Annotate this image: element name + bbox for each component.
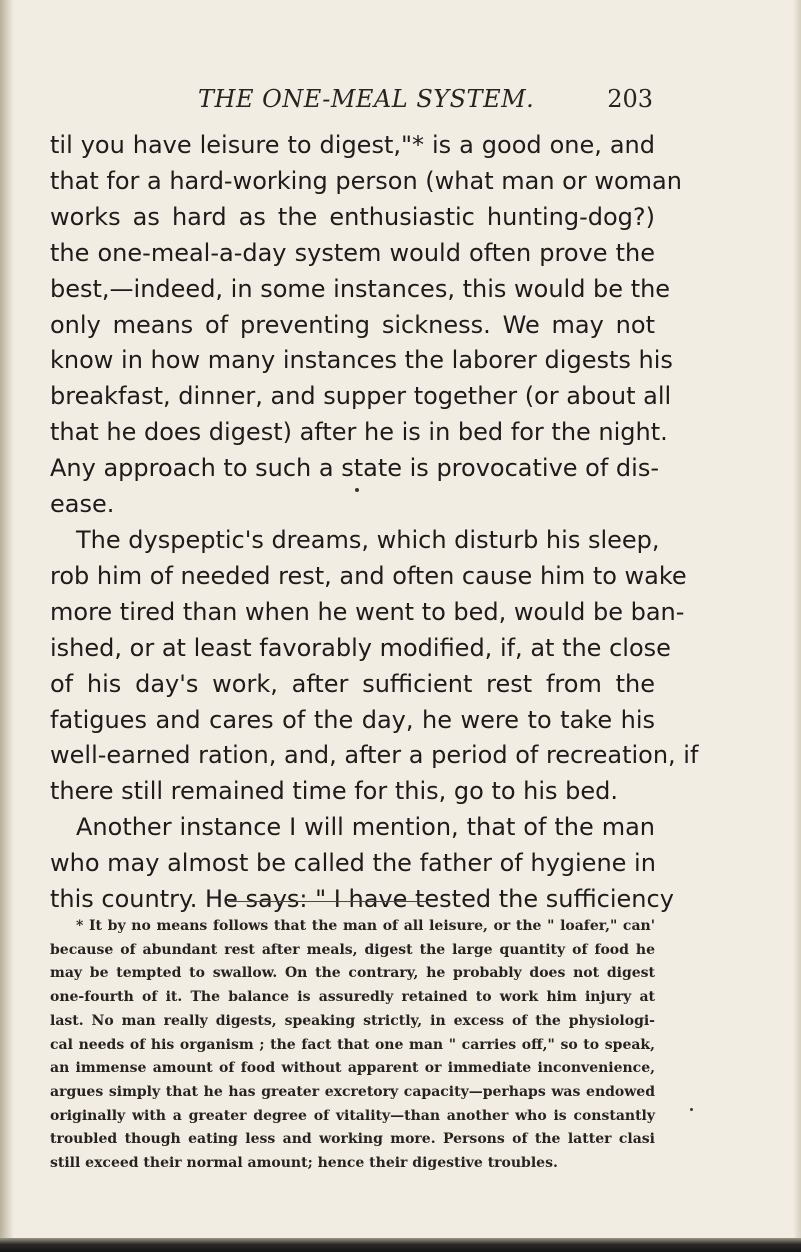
footnote-line: still exceed their normal amount; hence their digestive troubles.: [50, 1155, 558, 1172]
body-line: til you have leisure to digest,"* is a good one, and: [50, 131, 655, 159]
body-line: the one-meal-a-day system would often prove the: [50, 238, 655, 267]
body-line: ished, or at least favorably modified, if, at the close: [50, 633, 671, 662]
body-line: fatigues and cares of the day, he were to take his: [50, 705, 655, 734]
page-bottom-edge: [0, 1238, 801, 1252]
body-line: that he does digest) after he is in bed for the night.: [50, 418, 668, 447]
body-line: best,—indeed, in some instances, this would be the: [50, 274, 671, 303]
body-line: know in how many instances the laborer digests his: [50, 346, 673, 375]
body-line: only means of preventing sickness. We may not: [50, 310, 655, 339]
body-text: [50, 128, 699, 918]
running-title: THE ONE-MEAL SYSTEM.: [198, 85, 535, 113]
body-line: rob him of needed rest, and often cause him to wake: [50, 561, 687, 590]
body-line: there still remained time for this, go to his bed.: [50, 777, 619, 806]
body-line: breakfast, dinner, and supper together (or about all: [50, 382, 672, 411]
spine-shadow: [0, 0, 14, 1252]
running-header: [198, 79, 653, 119]
ink-speck: [355, 488, 359, 492]
body-line: that for a hard-working person (what man or woman: [50, 166, 682, 195]
body-line: well-earned ration, and, after a period of recreation, if: [50, 741, 699, 770]
body-line: this country. He says: " I have tested the sufficiency: [50, 885, 674, 914]
body-line: ease.: [50, 490, 115, 519]
body-line: of his day's work, after sufficient rest from the: [50, 669, 655, 698]
footnote-line: an immense amount of food without apparent or immediate inconvenience,: [50, 1060, 655, 1077]
footnote-separator: [228, 901, 428, 902]
page-number: 203: [607, 85, 653, 113]
footnote-line: may be tempted to swallow. On the contrary, he probably does not digest: [50, 965, 655, 982]
footnote-line: because of abundant rest after meals, digest the large quantity of food he: [50, 941, 655, 958]
page-edge: [793, 0, 801, 1252]
footnote-line: cal needs of his organism ; the fact that one man " carries off," so to speak,: [50, 1036, 655, 1053]
footnote-line: one-fourth of it. The balance is assuredly retained to work him injury at: [50, 989, 655, 1006]
body-line: Any approach to such a state is provocative of dis-: [50, 454, 659, 483]
body-line: who may almost be called the father of hygiene in: [50, 849, 656, 878]
ink-speck: [690, 1108, 693, 1111]
footnote-line: last. No man really digests, speaking strictly, in excess of the physiologi-: [50, 1012, 655, 1029]
footnote-line: * It by no means follows that the man of all leisure, or the " loafer," can': [76, 918, 655, 934]
body-line: Another instance I will mention, that of the man: [76, 813, 655, 842]
footnote-line: troubled though eating less and working more. Persons of the latter clasi: [50, 1131, 655, 1148]
body-line: more tired than when he went to bed, would be ban-: [50, 597, 685, 626]
body-line: The dyspeptic's dreams, which disturb his sleep,: [76, 525, 660, 554]
footnote-line: argues simply that he has greater excretory capacity—perhaps was endowed: [50, 1083, 655, 1100]
footnote: [50, 915, 655, 1176]
body-line: works as hard as the enthusiastic hunting-dog?): [50, 202, 655, 231]
footnote-line: originally with a greater degree of vitality—than another who is constantly: [50, 1107, 655, 1124]
